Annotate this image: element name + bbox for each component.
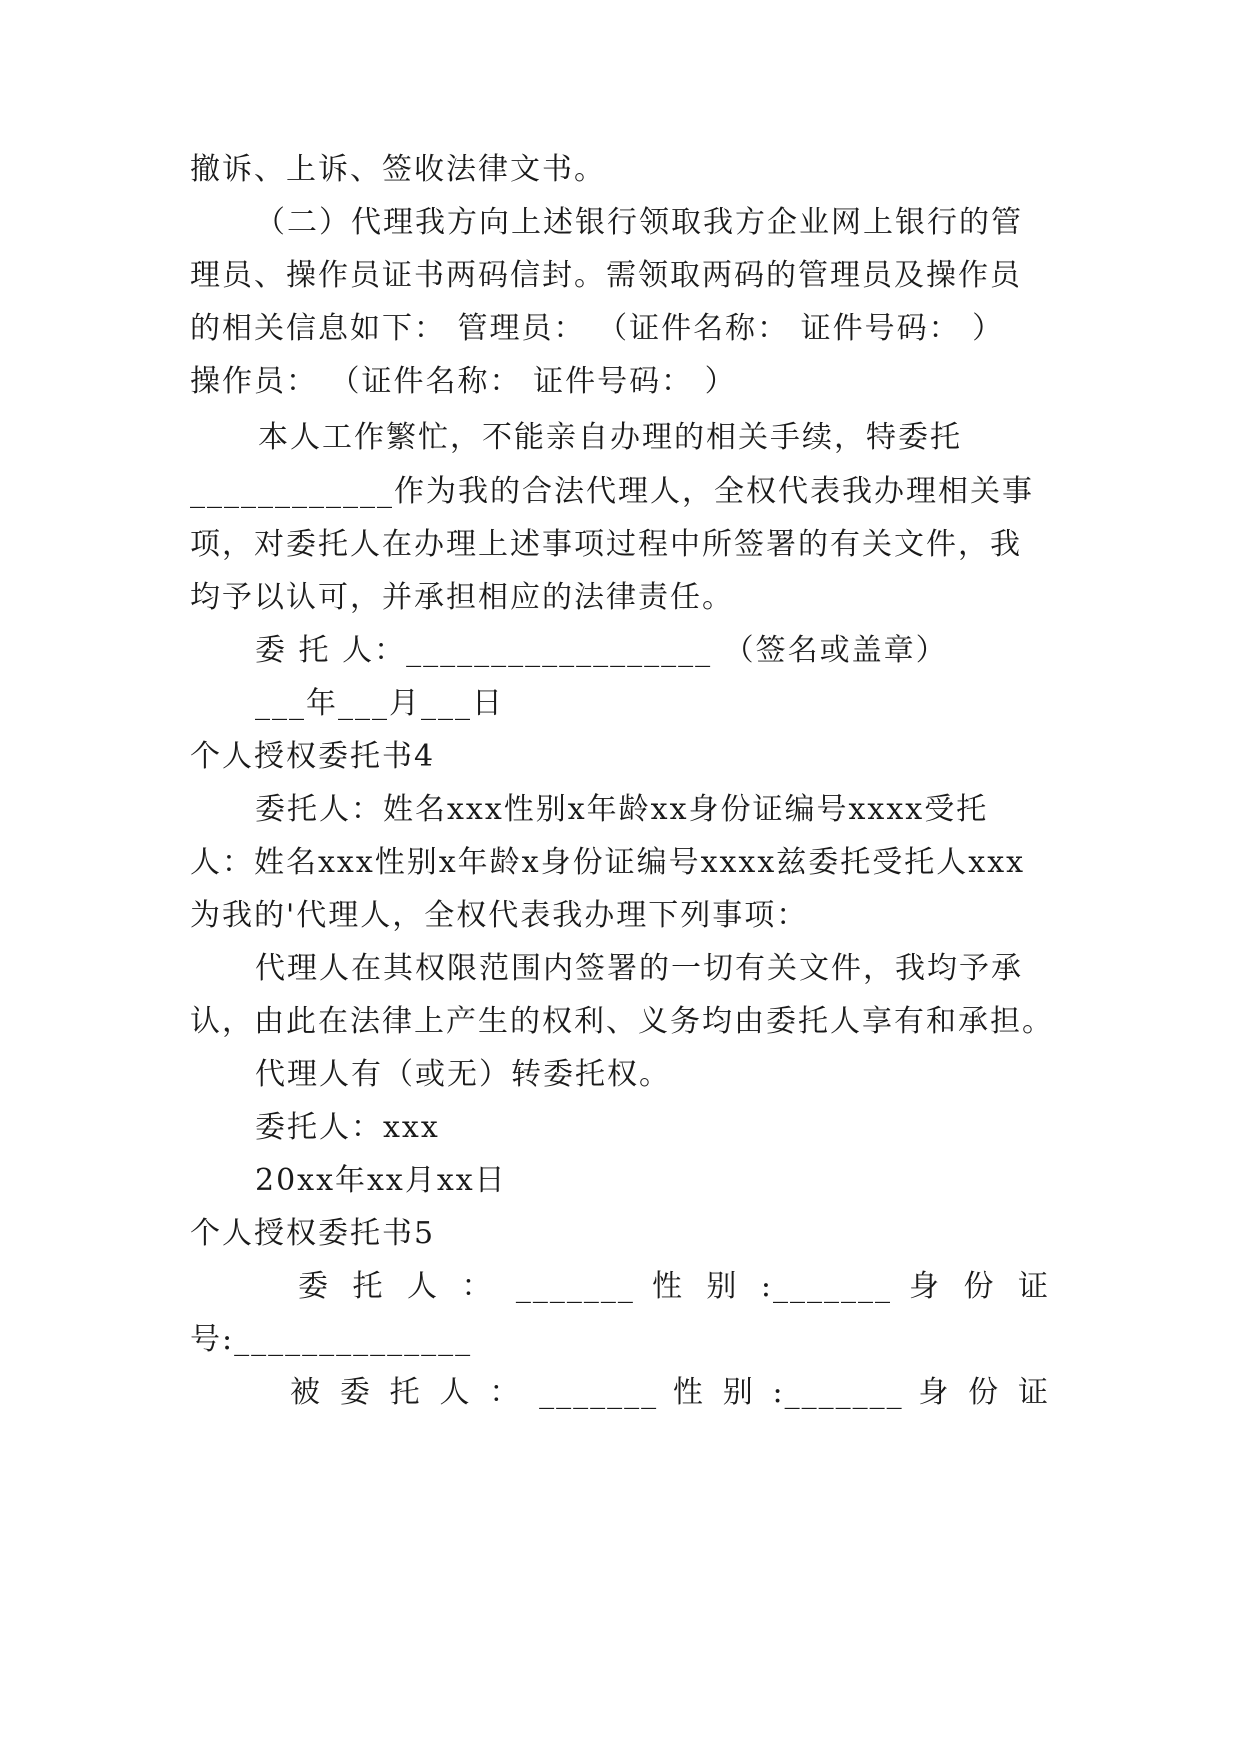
text-line: 均予以认可，并承担相应的法律责任。 [190,580,734,615]
form-line: 委 托 人 ： _______ 性 别 :_______ 身 份 证 [298,1269,1050,1304]
text-line: ____________作为我的合法代理人，全权代表我办理相关事 [190,474,1034,509]
text-line: 认，由此在法律上产生的权利、义务均由委托人享有和承担。 [190,1004,1054,1039]
signature-line: 委 托 人：__________________ （签名或盖章） [255,633,948,668]
text-line: 撤诉、上诉、签收法律文书。 [190,152,606,187]
text-line: 操作员： （证件名称： 证件号码： ） [190,364,737,399]
text-line: 人：姓名xxx性别x年龄x身份证编号xxxx兹委托受托人xxx [190,845,1026,880]
text-line: 理员、操作员证书两码信封。需领取两码的管理员及操作员 [190,258,1022,293]
date-line: ___年___月___日 [255,686,504,721]
text-line: 代理人有（或无）转委托权。 [255,1057,671,1092]
text-line: 委托人：xxx [255,1110,440,1145]
form-line: 被 委 托 人 ： _______ 性 别 :_______ 身 份 证 [290,1375,1050,1410]
section-heading: 个人授权委托书5 [190,1216,436,1251]
text-line: 代理人在其权限范围内签署的一切有关文件，我均予承 [255,951,1023,986]
text-line: （二）代理我方向上述银行领取我方企业网上银行的管 [255,205,1023,240]
form-line: 号:______________ [190,1322,473,1357]
text-line: 委托人：姓名xxx性别x年龄xx身份证编号xxxx受托 [255,792,989,827]
text-line: 为我的'代理人，全权代表我办理下列事项： [190,898,809,933]
text-line: 的相关信息如下： 管理员： （证件名称： 证件号码： ） [190,311,1005,346]
date-line: 20xx年xx月xx日 [255,1163,507,1198]
text-line: 本人工作繁忙，不能亲自办理的相关手续，特委托 [258,420,962,455]
section-heading: 个人授权委托书4 [190,739,436,774]
text-line: 项，对委托人在办理上述事项过程中所签署的有关文件，我 [190,527,1022,562]
